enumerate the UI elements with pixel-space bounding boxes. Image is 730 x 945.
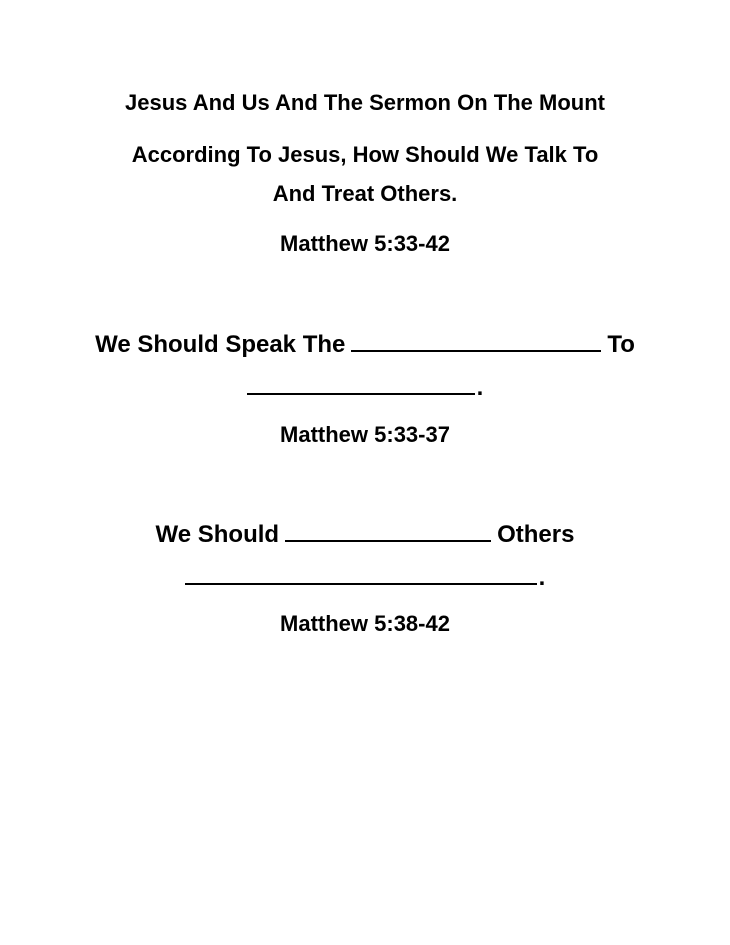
question-1-end: .: [476, 374, 484, 401]
question-1-line-1: [0, 330, 730, 359]
question-2-middle: Others: [497, 521, 575, 548]
question-1-blank-2: [247, 373, 475, 395]
question-2-blank-2: [185, 563, 537, 585]
header-scripture-reference: Matthew 5:33-42: [280, 231, 450, 256]
subtitle-line-2: And Treat Others.: [272, 181, 458, 206]
subtitle-line-1: According To Jesus, How Should We Talk To: [131, 142, 599, 167]
question-1-middle: To: [607, 331, 635, 358]
page-title: Jesus And Us And The Sermon On The Mount: [125, 90, 605, 115]
question-2-end: .: [538, 564, 546, 591]
question-2-scripture-reference: Matthew 5:38-42: [280, 611, 450, 636]
question-1-line-2: [0, 373, 730, 402]
question-2-prefix: We Should: [155, 521, 280, 548]
question-1-prefix: We Should Speak The: [95, 331, 346, 358]
question-1-scripture-reference: Matthew 5:33-37: [280, 422, 450, 447]
question-2-line-1: [0, 520, 730, 549]
question-2-blank-1: [285, 520, 491, 542]
question-2-line-2: [0, 563, 730, 592]
question-1-blank-1: [351, 330, 601, 352]
